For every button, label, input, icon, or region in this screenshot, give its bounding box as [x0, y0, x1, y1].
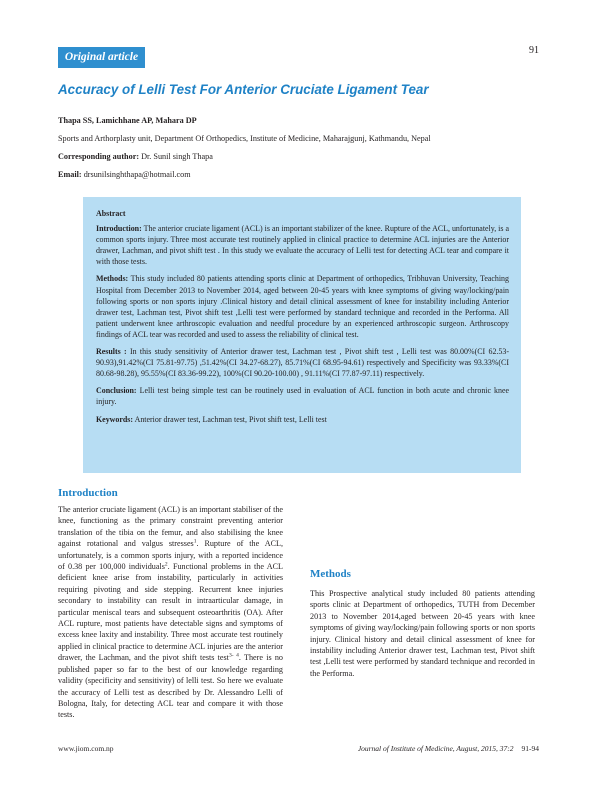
email-address[interactable]: drsunilsinghthapa@hotmail.com [83, 170, 191, 179]
citation-ref: 3- 4 [228, 652, 239, 659]
article-type-badge: Original article [58, 47, 145, 68]
intro-text-4: . There is no published paper so far to the best of our knowledge regarding validity (specificity and sensitivity) of lelli test. So here we evaluate the accuracy of Lelli test as described by Dr. Alessandro Lelli of Bologna, Italy, for detecting ACL tear and compare it with those tests. [58, 653, 283, 720]
abstract-results-label: Results : [96, 347, 127, 357]
corresponding-author-label: Corresponding author: [58, 152, 140, 161]
email-label: Email: [58, 170, 82, 179]
abstract-introduction-text: The anterior cruciate ligament (ACL) is an important stabilizer of the knee. Rupture of the ACL, unfortunately, is a common sports injury. Three most accurate test routinely applied in clinical practice to determine ACL injuries are the Anterior drawer, Lachman, and pivot shift test . In this study we evaluate the accuracy of Lelli test for detecting ACL tear and compare it with those tests. [96, 224, 509, 267]
abstract-methods [96, 273, 509, 340]
abstract-keywords [96, 414, 509, 425]
email [58, 169, 538, 180]
introduction-body-left [58, 504, 283, 732]
abstract-conclusion [96, 385, 509, 407]
page-number: 91 [529, 45, 539, 56]
methods-body: This Prospective analytical study included 80 patients attending sports clinic at Department of orthopedics, TUTH from December 2013 to November 2014,aged between 20-45 years with knee symptoms of giving way/locking/pain following sports or non sports injury. Clinical history and detail clinical assessment of knee for instability including Anterior drawer test, Lachman test, Pivot shift test ,Lelli test were performed by standard technique and recorded in the Performa. [310, 589, 535, 678]
intro-text-1: The anterior cruciate ligament (ACL) is an important stabiliser of the knee, functioning as the primary constraint preventing anterior translation of the tibia on the femur, and also stabilising the knee against rotational and valgus stresses [58, 505, 283, 549]
abstract-results [96, 346, 509, 379]
intro-text-3: . Functional problems in the ACL deficient knee arise from instability, particularly in activities requiring pivoting and side stepping. Recurrent knee injuries secondary to instability can result in intraarticular damage, in particular meniscal tears and subsequent osteoarthritis (OA). After ACL rupture, most patients have detectable signs and symptoms of excess knee laxity and instability. Three most accurate test routinely applied in clinical practice to determine ACL injuries are the anterior drawer, the Lachman, and the pivot shift tests test [58, 562, 283, 663]
article-title: Accuracy of Lelli Test For Anterior Cruciate Ligament Tear [58, 82, 429, 97]
abstract-keywords-label: Keywords: [96, 414, 134, 424]
abstract-keywords-text: Anterior drawer test, Lachman test, Pivot shift test, Lelli test [134, 414, 327, 424]
corresponding-author [58, 151, 538, 162]
citation-ref: 2 [164, 561, 168, 568]
abstract-heading: Abstract [96, 209, 126, 218]
introduction-heading: Introduction [58, 487, 118, 499]
abstract-conclusion-text: Lelli test being simple test can be routinely used in evaluation of ACL function in both acute and chronic knee injury. [96, 386, 510, 407]
abstract-introduction-label: Introduction: [96, 224, 142, 234]
footer-journal: Journal of Institute of Medicine, August, 2015, 37:2 [357, 744, 514, 753]
intro-text-2: . Rupture of the ACL, unfortunately, is a common sports injury, with a reported incidence of 0.38 per 100,000 individuals [58, 539, 283, 572]
authors: Thapa SS, Lamichhane AP, Mahara DP [58, 116, 197, 125]
abstract-results-text: In this study sensitivity of Anterior drawer test, Lachman test , Pivot shift test , Lelli test was 80.00%(CI 62.53-90.93),91.42%(CI 75.81-97.75) ,51.42%(CI 34.27-68.27), 85.71%(CI 68.95-94.61) respectively and Specificity was 93.33%(CI 80.68-98.28), 95.55%(CI 83.36-99.22), 100%(CI 90.20-100.00) , 91.11%(CI 77.87-97.11) respectively. [96, 347, 509, 379]
methods-heading: Methods [310, 568, 351, 580]
citation-ref: 1 [193, 538, 197, 545]
footer-citation [358, 744, 539, 753]
abstract-conclusion-label: Conclusion: [96, 386, 137, 396]
affiliation: Sports and Arthorplasty unit, Department Of Orthopedics, Institute of Medicine, Maharajgunj, Kathmandu, Nepal [58, 134, 431, 143]
abstract-methods-label: Methods: [96, 274, 129, 284]
abstract-box [83, 197, 521, 473]
introduction-body-right [310, 504, 535, 560]
corresponding-author-name: Dr. Sunil singh Thapa [141, 152, 213, 161]
abstract-introduction [96, 223, 509, 267]
footer-pages: 91-94 [521, 744, 539, 753]
footer-website[interactable]: www.jiom.com.np [58, 744, 114, 753]
abstract-methods-text: This study included 80 patients attending sports clinic at Department of orthopedics, Tribhuvan University, Teaching Hospital from December 2013 to November 2014, aged between 20-45 years with knee symptoms of giving way/locking/pain following sports or non sports injury .Clinical history and detail clinical assessment of knee for instability including Anterior drawer test, Lachman test, Pivot shift test ,Lelli test were performed by standard technique and recorded in the Performa. All patient underwent knee arthroscopic evaluation and needful procedure by an experienced arthroscopic surgeon. Arthroscopy findings of ACL tear was recorded and used to assess the reliability of clinical test. [96, 274, 509, 339]
